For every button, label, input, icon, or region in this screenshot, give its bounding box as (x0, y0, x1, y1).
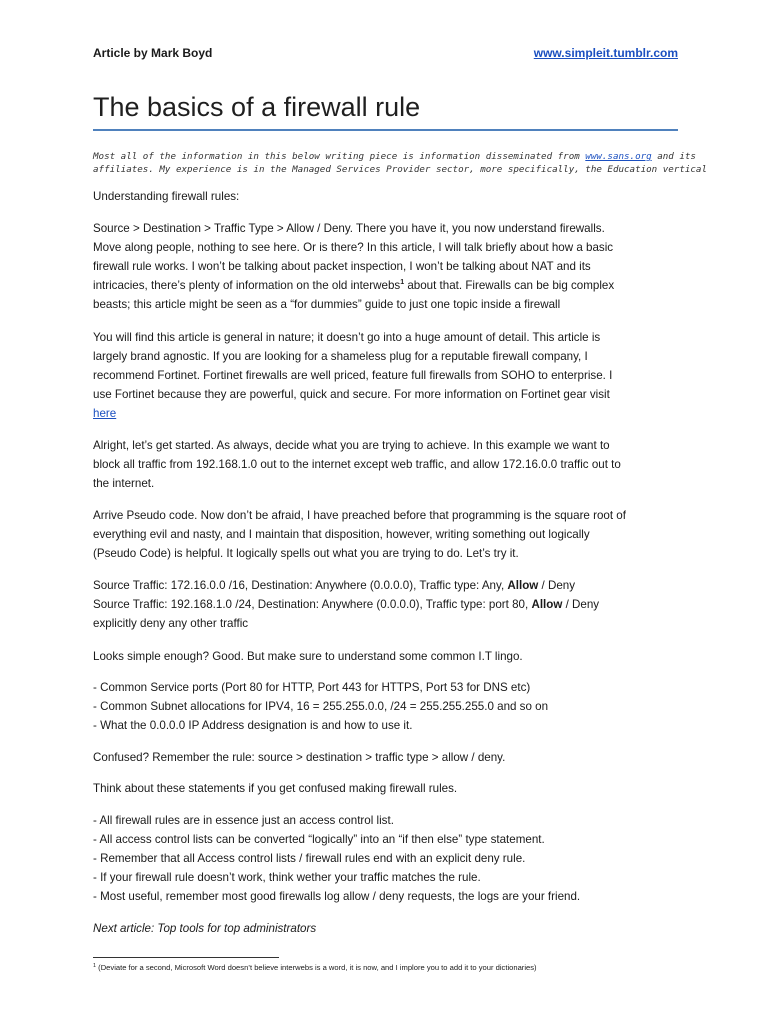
paragraph-line: Looks simple enough? Good. But make sure to understand some common I.T lingo. (93, 650, 523, 663)
footnote-reference: 1 (400, 279, 405, 286)
rule-action: Allow (531, 598, 563, 611)
list-item: - If your firewall rule doesn’t work, think wether your traffic matches the rule. (93, 871, 481, 884)
paragraph-line (93, 277, 614, 295)
paragraph-line: Think about these statements if you get confused making firewall rules. (93, 782, 458, 795)
paragraph-line: Alright, let’s get started. As always, decide what you are trying to achieve. In this example we want to (93, 439, 610, 452)
intro-disclaimer (93, 150, 707, 176)
intro-text: Most all of the information in this below writing piece is information disseminated from (93, 151, 586, 162)
paragraph-text: intricacies, there’s plenty of information on the old interwebs (93, 279, 401, 292)
list-item: - What the 0.0.0.0 IP Address designation is and how to use it. (93, 719, 413, 732)
paragraph-line: beasts; this article might be seen as a “for dummies” guide to just one topic inside a firewall (93, 298, 561, 311)
intro-line-2: affiliates. My experience is in the Managed Services Provider sector, more specifically, the Education vertical (93, 164, 707, 175)
paragraph-line: You will find this article is general in nature; it doesn’t go into a huge amount of detail. This article is (93, 331, 601, 344)
rule-text: / Deny (562, 598, 600, 611)
list-item: - Remember that all Access control lists / firewall rules end with an explicit deny rule. (93, 852, 526, 865)
page-header (93, 46, 678, 64)
section-heading: Understanding firewall rules: (93, 190, 240, 203)
rule-text: Source Traffic: 172.16.0.0 /16, Destination: Anywhere (0.0.0.0), Traffic type: Any, (93, 579, 508, 592)
list-item: - Common Subnet allocations for IPV4, 16 = 255.255.0.0, /24 = 255.255.255.0 and so on (93, 700, 549, 713)
paragraph-line: Source > Destination > Traffic Type > Allow / Deny. There you have it, you now understand firewalls. (93, 222, 605, 235)
document-title: The basics of a firewall rule (93, 92, 421, 122)
rule-action: Allow (507, 579, 539, 592)
rule-text: / Deny (538, 579, 576, 592)
footnote-marker: 1 (93, 963, 97, 969)
paragraph-line: recommend Fortinet. Fortinet firewalls are well priced, feature full firewalls from SOHO to enterprise. I (93, 369, 613, 382)
list-item: - All access control lists can be converted “logically” into an “if then else” type statement. (93, 833, 545, 846)
paragraph-line: everything evil and nasty, and I maintain that disposition, however, writing something out logically (93, 528, 590, 541)
paragraph-line: Move along people, nothing to see here. Or is there? In this article, I will talk briefly about how a basic (93, 241, 614, 254)
author-byline: Article by Mark Boyd (93, 46, 213, 60)
footnote (93, 962, 537, 974)
sans-link[interactable]: www.sans.org (585, 151, 652, 162)
site-link[interactable]: www.simpleit.tumblr.com (533, 46, 678, 60)
intro-text: and its (651, 151, 696, 162)
paragraph-line: Confused? Remember the rule: source > destination > traffic type > allow / deny. (93, 751, 506, 764)
next-article-note: Next article: Top tools for top administrators (93, 922, 317, 935)
paragraph-line: block all traffic from 192.168.1.0 out to the internet except web traffic, and allow 172.16.0.0 traffic out to (93, 458, 621, 471)
intro-line-1 (93, 150, 696, 163)
list-item: - Common Service ports (Port 80 for HTTP, Port 443 for HTTPS, Port 53 for DNS etc) (93, 681, 531, 694)
list-item: - Most useful, remember most good firewalls log allow / deny requests, the logs are your friend. (93, 890, 581, 903)
paragraph-line: Arrive Pseudo code. Now don’t be afraid, I have preached before that programming is the square root of (93, 509, 626, 522)
paragraph-line: use Fortinet because they are powerful, quick and secure. For more information on Fortinet gear visit (93, 388, 610, 401)
paragraph-line: the internet. (93, 477, 155, 490)
rule-line (93, 577, 575, 595)
rule-text: Source Traffic: 192.168.1.0 /24, Destination: Anywhere (0.0.0.0), Traffic type: port 80, (93, 598, 532, 611)
paragraph-line: (Pseudo Code) is helpful. It logically spells out what you are trying to do. Let’s try it. (93, 547, 519, 560)
paragraph-line: firewall rule works. I won’t be talking about packet inspection, I won’t be talking about NAT and its (93, 260, 591, 273)
fortinet-link[interactable]: here (93, 407, 117, 420)
rule-line: explicitly deny any other traffic (93, 617, 249, 630)
paragraph-line: largely brand agnostic. If you are looking for a shameless plug for a reputable firewall company, I (93, 350, 588, 363)
footnote-separator (93, 957, 279, 958)
footnote-text: (Deviate for a second, Microsoft Word doesn’t believe interwebs is a word, it is now, and I implore you to add it to your dictionaries) (96, 963, 537, 972)
title-underline (93, 129, 678, 131)
list-item: - All firewall rules are in essence just an access control list. (93, 814, 394, 827)
paragraph-line (93, 405, 116, 423)
rule-line (93, 596, 599, 614)
paragraph-text: about that. Firewalls can be big complex (404, 279, 615, 292)
